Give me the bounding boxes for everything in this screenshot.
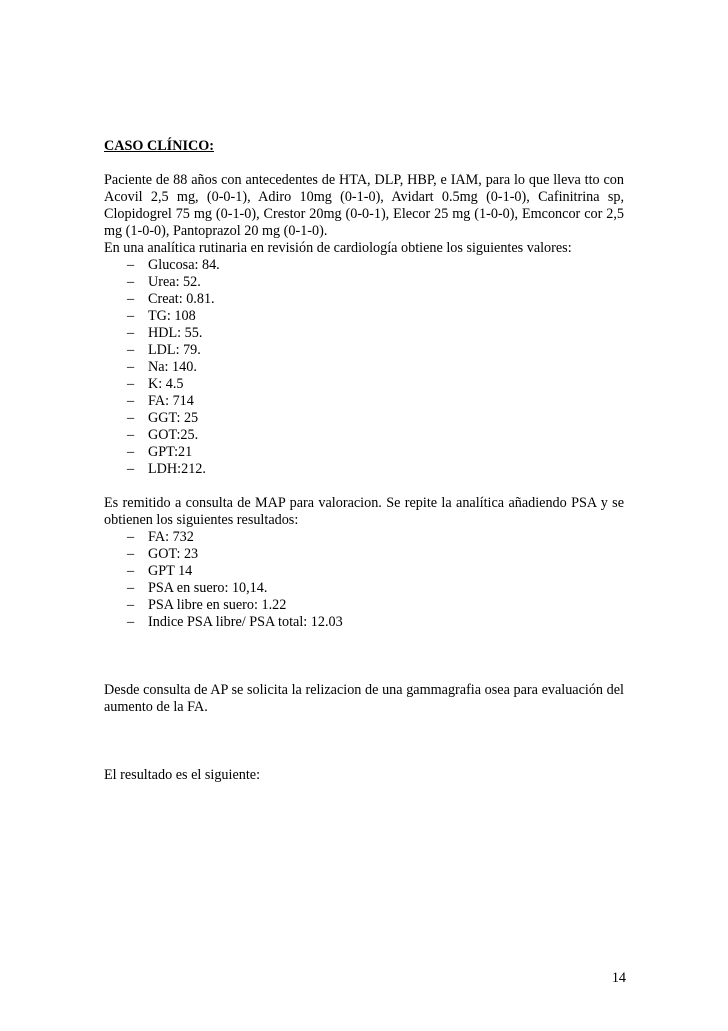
second-results-list: [104, 529, 624, 631]
case-title: CASO CLÍNICO:: [104, 138, 214, 154]
result-line: El resultado es el siguiente:: [104, 767, 261, 783]
list-item: – GPT 14: [127, 563, 624, 580]
list-item: – PSA libre en suero: 1.22: [127, 597, 624, 614]
spacer: [104, 716, 624, 767]
list-item: – K: 4.5: [127, 376, 624, 393]
list-item: – Indice PSA libre/ PSA total: 12.03: [127, 614, 624, 631]
list-item: – HDL: 55.: [127, 325, 624, 342]
list-item: – LDH:212.: [127, 461, 624, 478]
list-item: – GGT: 25: [127, 410, 624, 427]
first-analysis-intro: En una analítica rutinaria en revisión de cardiología obtiene los siguientes valores:: [104, 240, 572, 256]
list-item: – Na: 140.: [127, 359, 624, 376]
spacer: [104, 631, 624, 682]
intro-paragraph: Paciente de 88 años con antecedentes de HTA, DLP, HBP, e IAM, para lo que lleva tto con Acovil 2,5 mg, (0-0-1), Adiro 10mg (0-1-0), Avidart 0.5mg (0-1-0), Cafinitrina sp, Clopidogrel 75 mg (0-1-0), Crestor 20mg (0-0-1), Elecor 25 mg (1-0-0), Emconcor cor 2,5 mg (1-0-0), Pantoprazol 20 mg (0-1-0).: [104, 172, 624, 239]
list-item: – FA: 714: [127, 393, 624, 410]
list-item: – TG: 108: [127, 308, 624, 325]
referral-paragraph: Es remitido a consulta de MAP para valoracion. Se repite la analítica añadiendo PSA y se obtienen los siguientes resultados:: [104, 495, 624, 528]
list-item: – Glucosa: 84.: [127, 257, 624, 274]
list-item: – FA: 732: [127, 529, 624, 546]
list-item: – PSA en suero: 10,14.: [127, 580, 624, 597]
page-content: [104, 138, 624, 784]
spacer: [104, 478, 624, 495]
first-results-list: [104, 257, 624, 478]
list-item: – LDL: 79.: [127, 342, 624, 359]
list-item: – GPT:21: [127, 444, 624, 461]
page-number: 14: [611, 970, 626, 986]
list-item: – GOT:25.: [127, 427, 624, 444]
list-item: – Urea: 52.: [127, 274, 624, 291]
ap-paragraph: Desde consulta de AP se solicita la relizacion de una gammagrafia osea para evaluación del aumento de la FA.: [104, 682, 624, 715]
list-item: – GOT: 23: [127, 546, 624, 563]
list-item: – Creat: 0.81.: [127, 291, 624, 308]
